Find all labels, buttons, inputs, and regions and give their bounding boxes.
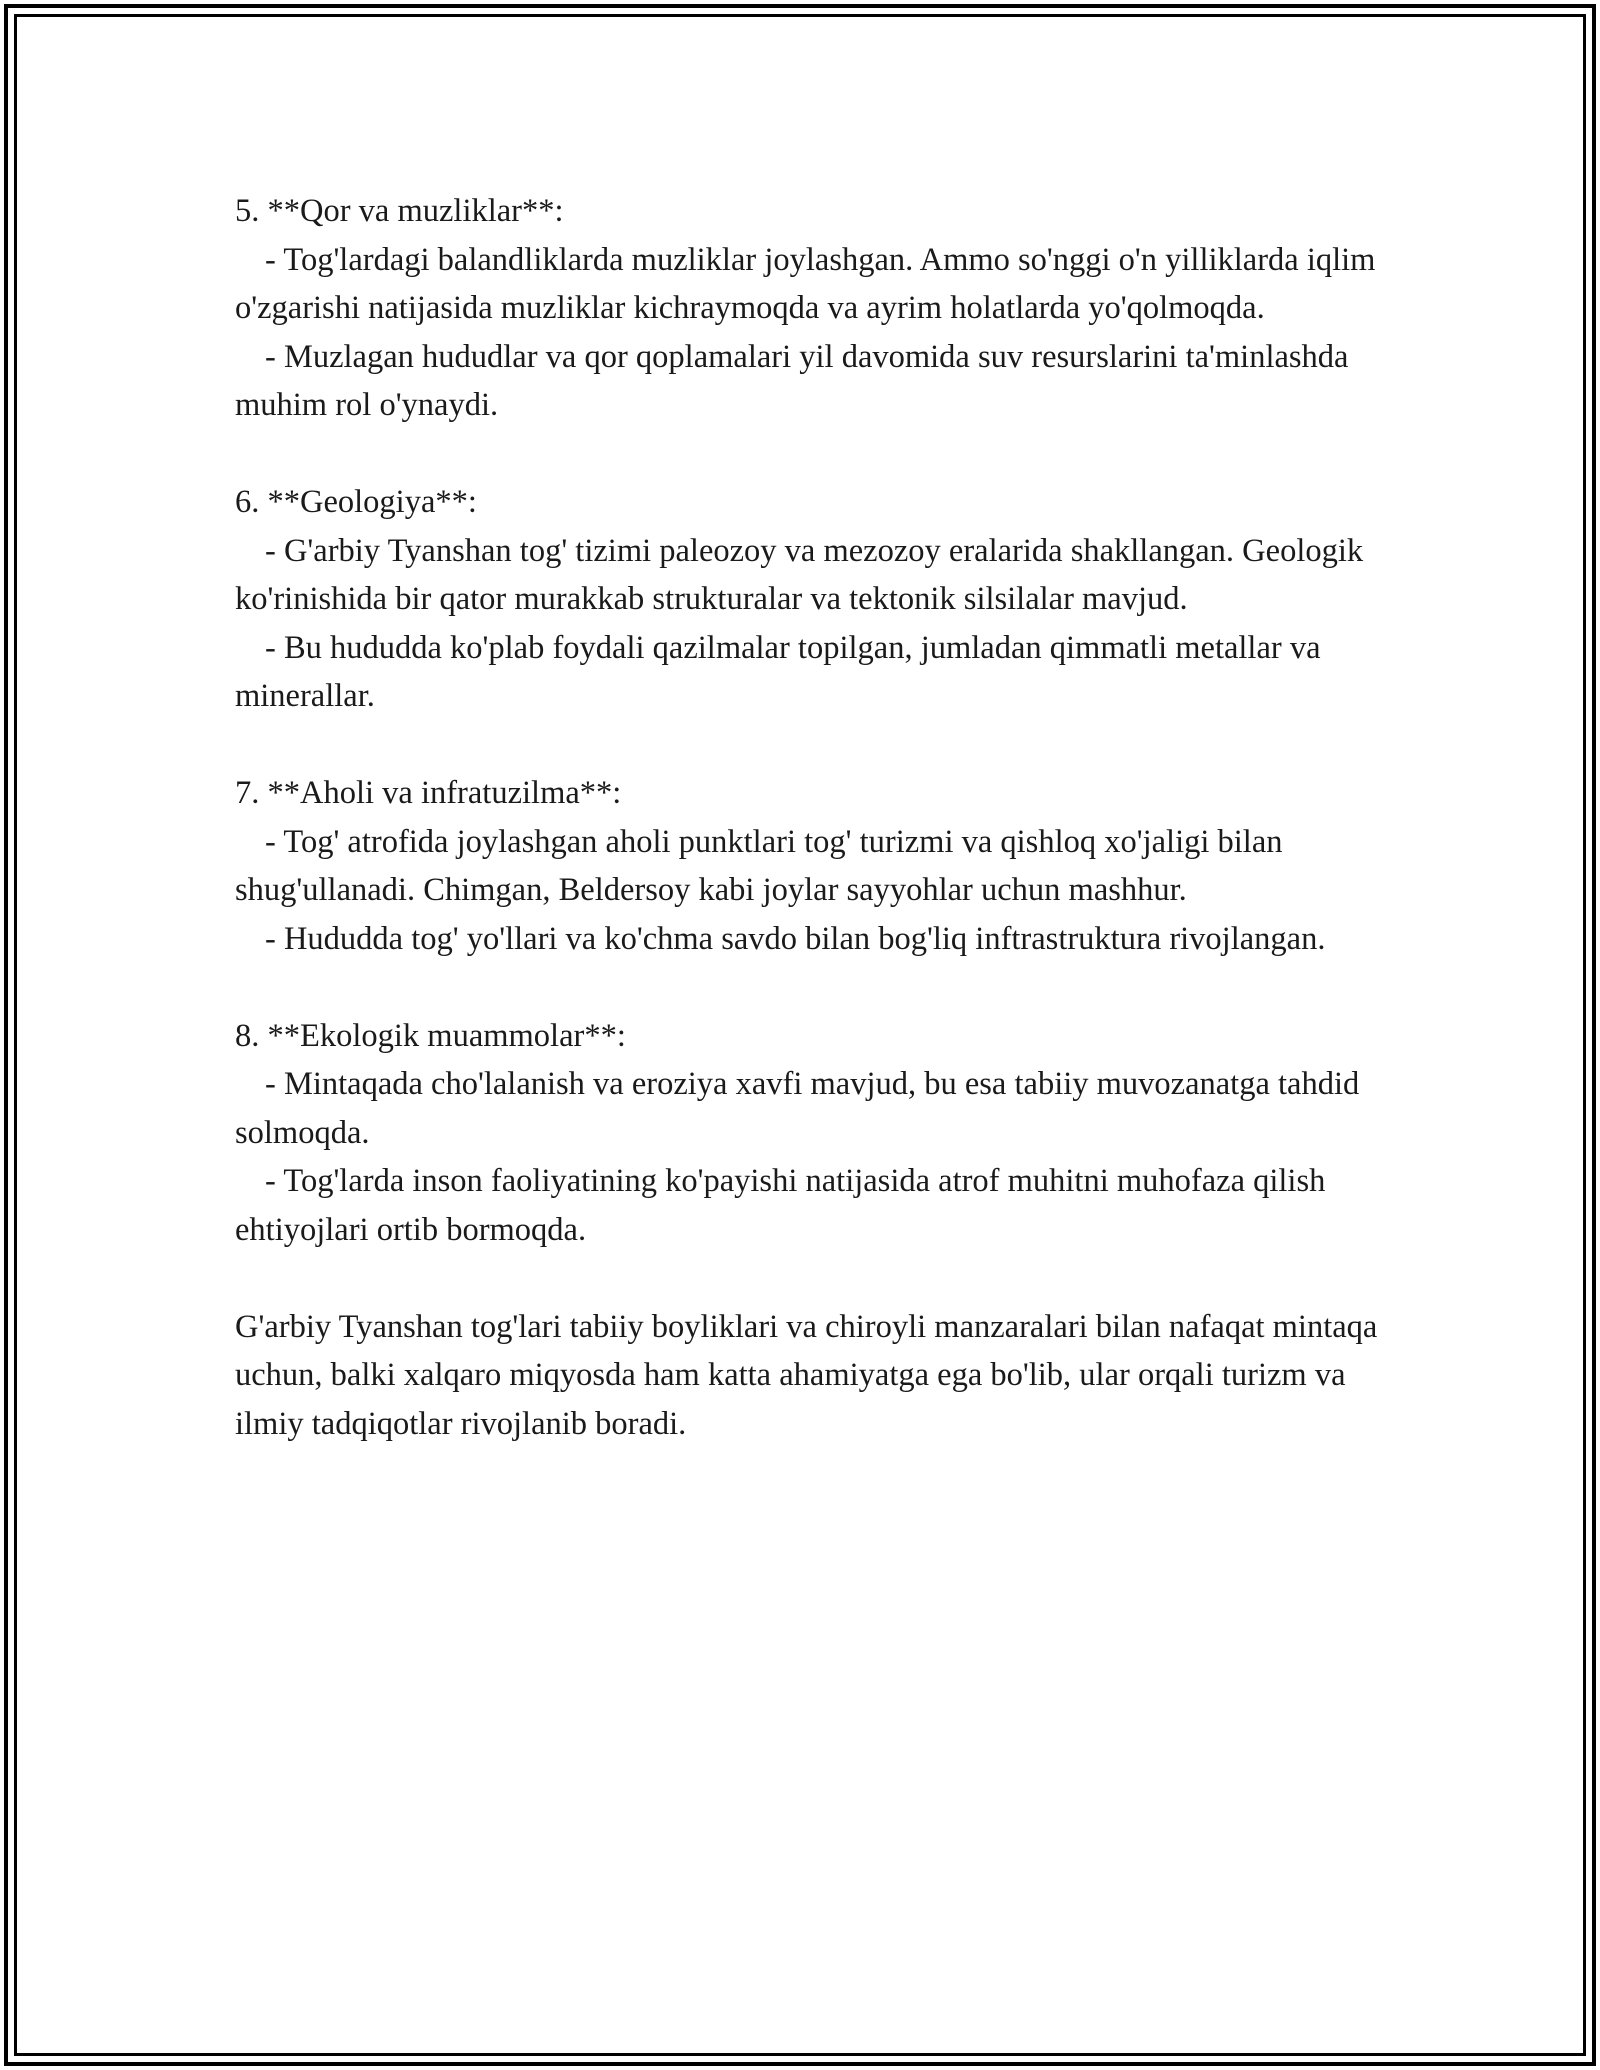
bullet-item: - Bu hududda ko'plab foydali qazilmalar topilgan, jumladan qimmatli metallar va minerallar. [235, 629, 1321, 714]
section-ecological-problems [235, 1012, 1385, 1255]
conclusion-paragraph: G'arbiy Tyanshan tog'lari tabiiy boyliklari va chiroyli manzaralari bilan nafaqat mintaqa uchun, balki xalqaro miqyosda ham katta ahamiyatga ega bo'lib, ular orqali turizm va ilmiy tadqiqotlar rivojlanib boradi. [235, 1308, 1378, 1442]
bullet-item: - Tog'lardagi balandliklarda muzliklar joylashgan. Ammo so'nggi o'n yilliklarda iqlim o'zgarishi natijasida muzliklar kichraymoqda va ayrim holatlarda yo'qolmoqda. [235, 241, 1376, 326]
section-heading: 6. **Geologiya**: [235, 484, 477, 520]
bullet-item: - Mintaqada cho'lalanish va eroziya xavfi mavjud, bu esa tabiiy muvozanatga tahdid solmoqda. [235, 1066, 1360, 1151]
document-body [235, 187, 1385, 1448]
section-heading: 5. **Qor va muzliklar**: [235, 193, 564, 229]
section-population-infrastructure [235, 769, 1385, 963]
section-heading: 8. **Ekologik muammolar**: [235, 1017, 626, 1054]
section-geology [235, 478, 1385, 721]
bullet-item: - Hududda tog' yo'llari va ko'chma savdo bilan bog'liq inftrastruktura rivojlangan. [265, 920, 1326, 957]
bullet-item: - Tog' atrofida joylashgan aholi punktlari tog' turizmi va qishloq xo'jaligi bilan shug'ullanadi. Chimgan, Beldersoy kabi joylar sayyohlar uchun mashhur. [235, 823, 1283, 908]
bullet-item: - G'arbiy Tyanshan tog' tizimi paleozoy va mezozoy eralarida shakllangan. Geologik ko'rinishida bir qator murakkab strukturalar va tektonik silsilalar mavjud. [235, 532, 1364, 617]
section-snow-glaciers [235, 187, 1385, 430]
bullet-item: - Tog'larda inson faoliyatining ko'payishi natijasida atrof muhitni muhofaza qilish ehtiyojlari ortib bormoqda. [235, 1163, 1326, 1248]
bullet-item: - Muzlagan hududlar va qor qoplamalari yil davomida suv resurslarini ta'minlashda muhim rol o'ynaydi. [235, 338, 1349, 423]
section-heading: 7. **Aholi va infratuzilma**: [235, 775, 622, 811]
